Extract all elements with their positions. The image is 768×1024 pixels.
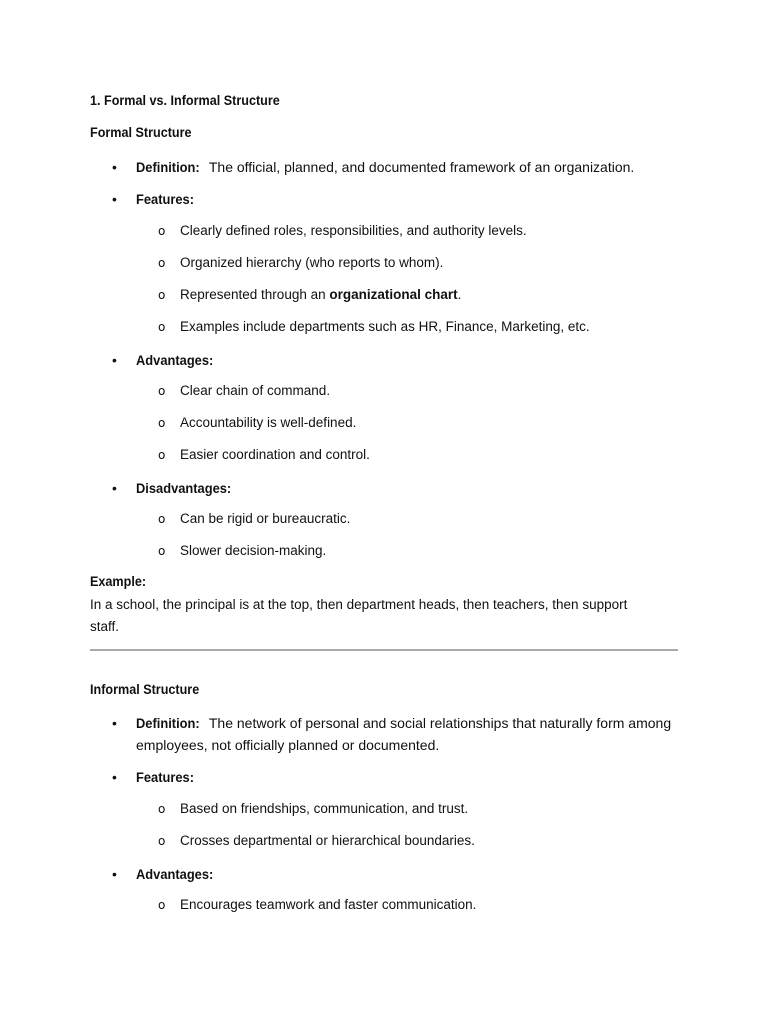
bullet-marker: • xyxy=(112,352,117,368)
definition-label: Definition: xyxy=(136,159,200,175)
sub-bullet-marker: o xyxy=(158,802,166,816)
organizational-chart-term: organizational chart xyxy=(329,287,458,302)
bullet-marker: • xyxy=(112,769,117,785)
definition-label: Definition: xyxy=(136,715,200,731)
example-label: Example: xyxy=(90,573,147,589)
bullet-marker: • xyxy=(112,159,117,175)
bullet-marker: • xyxy=(112,191,117,207)
features-label: Features: xyxy=(136,191,194,207)
informal-structure-heading: Informal Structure xyxy=(90,681,200,697)
section-title: 1. Formal vs. Informal Structure xyxy=(90,92,280,108)
advantage-text: Accountability is well-defined. xyxy=(180,415,357,430)
disadvantages-label: Disadvantages: xyxy=(136,480,232,496)
sub-bullet-marker: o xyxy=(158,384,166,398)
bullet-marker: • xyxy=(112,866,117,882)
horizontal-divider xyxy=(90,649,678,651)
sub-bullet-marker: o xyxy=(158,256,166,270)
advantage-text: Encourages teamwork and faster communication. xyxy=(180,897,477,912)
example-text: In a school, the principal is at the top, then department heads, then teachers, then support staff. xyxy=(90,597,628,634)
formal-structure-heading: Formal Structure xyxy=(90,124,192,140)
bullet-marker: • xyxy=(112,480,117,496)
sub-bullet-marker: o xyxy=(158,448,166,462)
sub-bullet-marker: o xyxy=(158,512,166,526)
advantage-text: Clear chain of command. xyxy=(180,383,331,398)
sub-bullet-marker: o xyxy=(158,834,166,848)
bullet-marker: • xyxy=(112,715,117,731)
disadvantage-text: Can be rigid or bureaucratic. xyxy=(180,511,351,526)
feature-text: Clearly defined roles, responsibilities, and authority levels. xyxy=(180,223,527,238)
sub-bullet-marker: o xyxy=(158,544,166,558)
advantages-label: Advantages: xyxy=(136,352,214,368)
feature-text: Crosses departmental or hierarchical boundaries. xyxy=(180,833,475,848)
sub-bullet-marker: o xyxy=(158,416,166,430)
sub-bullet-marker: o xyxy=(158,288,166,302)
feature-text-suffix: . xyxy=(457,287,462,302)
feature-text: Organized hierarchy (who reports to whom). xyxy=(180,255,444,270)
disadvantage-text: Slower decision-making. xyxy=(180,543,327,558)
feature-text: Represented through an xyxy=(180,287,330,302)
feature-text: Examples include departments such as HR, Finance, Marketing, etc. xyxy=(180,319,590,334)
definition-text: The official, planned, and documented framework of an organization. xyxy=(205,159,635,175)
sub-bullet-marker: o xyxy=(158,898,166,912)
sub-bullet-marker: o xyxy=(158,320,166,334)
sub-bullet-marker: o xyxy=(158,224,166,238)
advantages-label: Advantages: xyxy=(136,866,214,882)
advantage-text: Easier coordination and control. xyxy=(180,447,370,462)
definition-text: The network of personal and social relationships that naturally form among employees, not officially planned or documented. xyxy=(136,715,672,753)
features-label: Features: xyxy=(136,769,194,785)
feature-text: Based on friendships, communication, and trust. xyxy=(180,801,469,816)
